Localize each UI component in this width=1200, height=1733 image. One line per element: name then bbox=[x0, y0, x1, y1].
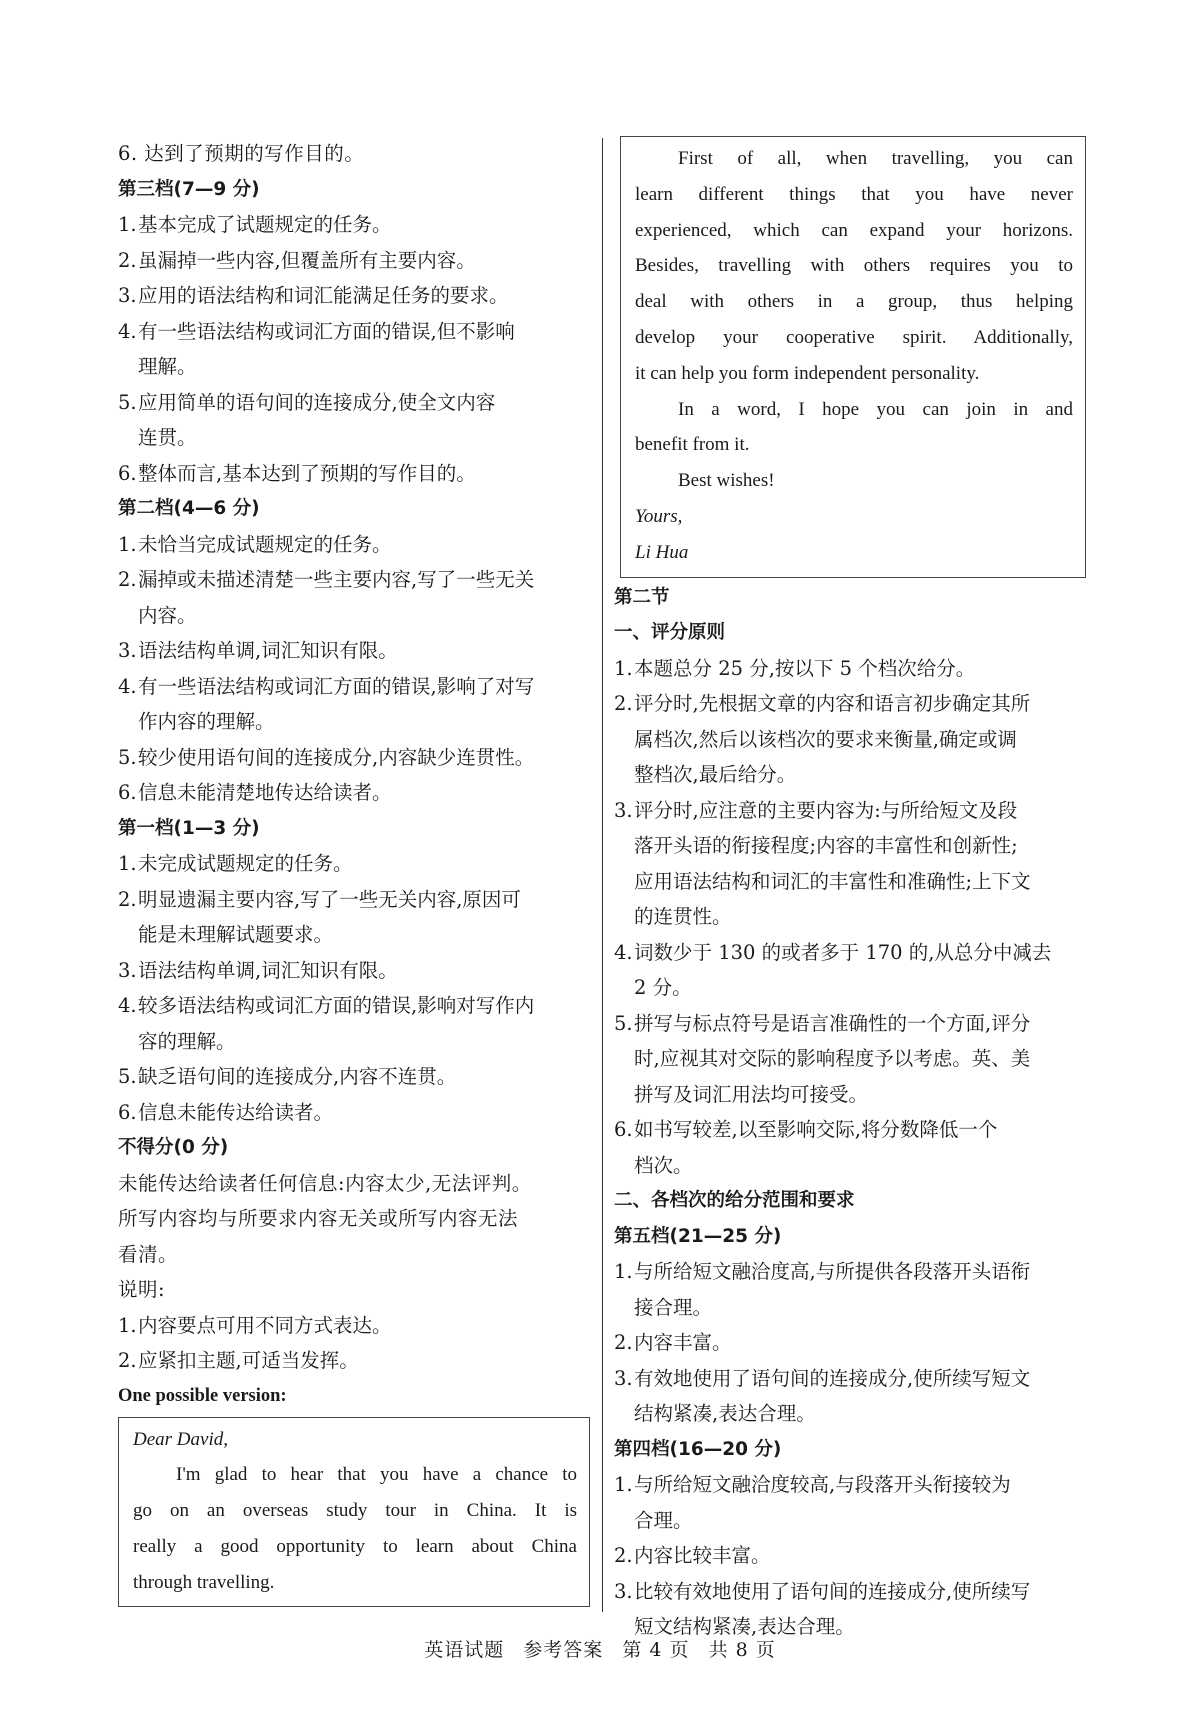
item-number: 6. bbox=[614, 1118, 633, 1142]
sample-letter-part2 bbox=[620, 136, 1086, 578]
letter-closing: Best wishes! bbox=[678, 470, 775, 492]
item-text: 比较有效地使用了语句间的连接成分,使所续写 bbox=[634, 1579, 1031, 1603]
paragraph-line: 看清。 bbox=[118, 1242, 179, 1266]
list-item bbox=[614, 935, 1086, 1006]
letter-line: develop your cooperative spirit. Additionally, bbox=[635, 326, 1073, 348]
left-column bbox=[118, 136, 590, 1607]
item-text: 语法结构单调,词汇知识有限。 bbox=[138, 639, 398, 662]
list-item bbox=[118, 953, 590, 989]
item-text: 内容要点可用不同方式表达。 bbox=[138, 1313, 392, 1337]
item-number: 6. bbox=[118, 461, 137, 485]
item-number: 2. bbox=[614, 1331, 633, 1355]
grade4-last-item: 6. 达到了预期的写作目的。 bbox=[118, 142, 365, 165]
item-text-continued: 时,应视其对交际的影响程度予以考虑。英、美 bbox=[634, 1047, 1031, 1071]
list-item bbox=[118, 1095, 590, 1131]
item-text: 应用简单的语句间的连接成分,使全文内容 bbox=[138, 390, 496, 414]
list-item bbox=[118, 882, 590, 953]
letter-line: through travelling. bbox=[133, 1571, 275, 1593]
notes-list bbox=[118, 1308, 590, 1379]
footer-kind: 参考答案 bbox=[523, 1639, 604, 1661]
list-item bbox=[118, 1308, 590, 1344]
item-text: 拼写与标点符号是语言准确性的一个方面,评分 bbox=[634, 1011, 1031, 1035]
item-text: 信息未能清楚地传达给读者。 bbox=[138, 781, 392, 804]
footer-page: 第 4 页 bbox=[622, 1639, 690, 1661]
item-number: 1. bbox=[118, 213, 137, 236]
grade0-paragraph bbox=[118, 1166, 590, 1273]
grade0-heading: 不得分(0 分) bbox=[118, 1137, 229, 1158]
list-item bbox=[118, 1343, 590, 1379]
item-number: 2. bbox=[614, 692, 633, 716]
list-item bbox=[118, 775, 590, 811]
notes-section bbox=[118, 1272, 590, 1379]
grade4-heading: 第四档(16—20 分) bbox=[614, 1438, 782, 1460]
item-text: 与所给短文融洽度较高,与段落开头衔接较为 bbox=[634, 1473, 1011, 1497]
grade5-section bbox=[614, 1219, 1086, 1432]
version-label: One possible version: bbox=[118, 1385, 287, 1406]
list-item bbox=[118, 243, 590, 279]
item-text: 如书写较差,以至影响交际,将分数降低一个 bbox=[634, 1118, 998, 1142]
item-text: 词数少于 130 的或者多于 170 的,从总分中减去 bbox=[634, 940, 1052, 964]
letter-line: learn different things that you have never bbox=[635, 183, 1073, 205]
grade5-list bbox=[614, 1254, 1086, 1432]
letter-line: go on an overseas study tour in China. It is bbox=[133, 1500, 577, 1522]
item-number: 6. bbox=[118, 781, 137, 804]
item-text-continued: 整档次,最后给分。 bbox=[634, 763, 797, 787]
item-text: 评分时,应注意的主要内容为:与所给短文及段 bbox=[634, 798, 1018, 822]
item-number: 1. bbox=[614, 1473, 633, 1497]
item-text: 有一些语法结构或词汇方面的错误,但不影响 bbox=[138, 319, 515, 343]
paragraph-line: 未能传达给读者任何信息:内容太少,无法评判。 bbox=[118, 1171, 532, 1195]
item-text: 语法结构单调,词汇知识有限。 bbox=[138, 958, 398, 982]
item-text-continued: 结构紧凑,表达合理。 bbox=[634, 1402, 816, 1426]
grade2-list bbox=[118, 527, 590, 811]
list-item bbox=[614, 1538, 1086, 1574]
item-number: 4. bbox=[614, 940, 633, 964]
item-text-continued: 理解。 bbox=[138, 355, 197, 378]
grade3-list bbox=[118, 207, 590, 491]
list-item bbox=[614, 686, 1086, 793]
item-text: 信息未能传达给读者。 bbox=[138, 1100, 334, 1124]
item-number: 2. bbox=[118, 887, 137, 911]
item-number: 6. bbox=[118, 1100, 137, 1124]
paragraph-line: 所写内容均与所要求内容无关或所写内容无法 bbox=[118, 1207, 519, 1230]
letter-line: it can help you form independent personality. bbox=[635, 362, 980, 384]
item-number: 3. bbox=[614, 798, 633, 822]
item-number: 5. bbox=[118, 1065, 137, 1088]
grade2-section bbox=[118, 491, 590, 811]
list-item bbox=[118, 1059, 590, 1095]
list-item bbox=[118, 669, 590, 740]
letter-line: Besides, travelling with others requires you to bbox=[635, 255, 1073, 277]
sample-letter-part1 bbox=[118, 1417, 590, 1608]
item-text: 虽漏掉一些内容,但覆盖所有主要内容。 bbox=[138, 248, 476, 272]
list-item bbox=[118, 314, 590, 385]
list-item bbox=[118, 385, 590, 456]
letter-salutation: Dear David, bbox=[133, 1428, 228, 1450]
item-text: 内容比较丰富。 bbox=[634, 1544, 771, 1568]
item-number: 4. bbox=[118, 319, 137, 343]
grade1-list bbox=[118, 846, 590, 1130]
grade3-heading: 第三档(7—9 分) bbox=[118, 178, 260, 200]
list-item bbox=[118, 278, 590, 314]
right-column bbox=[614, 128, 1086, 1645]
item-text: 明显遗漏主要内容,写了一些无关内容,原因可 bbox=[138, 887, 521, 911]
item-text: 缺乏语句间的连接成分,内容不连贯。 bbox=[138, 1065, 457, 1088]
grade2-heading: 第二档(4—6 分) bbox=[118, 498, 260, 519]
notes-heading: 说明: bbox=[118, 1278, 166, 1301]
list-item bbox=[614, 1467, 1086, 1538]
item-number: 2. bbox=[118, 248, 137, 272]
item-text: 本题总分 25 分,按以下 5 个档次给分。 bbox=[634, 656, 976, 680]
letter-line: experienced, which can expand your horizons. bbox=[635, 219, 1073, 241]
page-footer bbox=[0, 1635, 1200, 1662]
item-number: 3. bbox=[118, 958, 137, 982]
item-text-continued: 内容。 bbox=[138, 603, 197, 627]
item-number: 3. bbox=[614, 1579, 633, 1603]
list-item bbox=[614, 1006, 1086, 1113]
item-text-continued: 短文结构紧凑,表达合理。 bbox=[634, 1615, 855, 1639]
letter-line: benefit from it. bbox=[635, 434, 750, 456]
item-text: 内容丰富。 bbox=[634, 1331, 732, 1355]
item-number: 5. bbox=[118, 745, 137, 769]
item-number: 4. bbox=[118, 674, 137, 698]
list-item bbox=[118, 527, 590, 563]
letter-line: In a word, I hope you can join in and bbox=[678, 398, 1073, 420]
item-text-continued: 连贯。 bbox=[138, 426, 197, 449]
item-number: 1. bbox=[118, 532, 137, 556]
item-number: 4. bbox=[118, 994, 137, 1017]
item-text: 有一些语法结构或词汇方面的错误,影响了对写 bbox=[138, 674, 535, 698]
letter-line: deal with others in a group, thus helping bbox=[635, 291, 1073, 313]
item-number: 5. bbox=[614, 1011, 633, 1035]
range-heading: 二、各档次的给分范围和要求 bbox=[614, 1190, 855, 1212]
item-number: 2. bbox=[118, 568, 137, 591]
item-number: 2. bbox=[118, 1349, 137, 1372]
item-text-continued: 容的理解。 bbox=[138, 1029, 236, 1053]
list-item bbox=[614, 1574, 1086, 1645]
letter-signature: Li Hua bbox=[635, 541, 689, 563]
item-text-continued: 档次。 bbox=[634, 1153, 693, 1177]
item-text: 较多语法结构或词汇方面的错误,影响对写作内 bbox=[138, 994, 535, 1017]
item-text-continued: 接合理。 bbox=[634, 1295, 713, 1319]
list-item bbox=[118, 740, 590, 776]
footer-total: 共 8 页 bbox=[708, 1639, 776, 1661]
item-text: 与所给短文融洽度高,与所提供各段落开头语衔 bbox=[634, 1260, 1031, 1284]
grade1-section bbox=[118, 811, 590, 1131]
item-text-continued: 合理。 bbox=[634, 1508, 693, 1532]
item-text-continued: 2 分。 bbox=[634, 976, 692, 1000]
principles-list bbox=[614, 651, 1086, 1184]
grade5-heading: 第五档(21—25 分) bbox=[614, 1225, 782, 1247]
item-text: 未恰当完成试题规定的任务。 bbox=[138, 532, 392, 556]
item-text-continued: 能是未理解试题要求。 bbox=[138, 923, 334, 946]
letter-line: really a good opportunity to learn about China bbox=[133, 1535, 577, 1557]
item-text-continued: 拼写及词汇用法均可接受。 bbox=[634, 1082, 869, 1106]
item-text: 漏掉或未描述清楚一些主要内容,写了一些无关 bbox=[138, 568, 535, 591]
letter-line: First of all, when travelling, you can bbox=[678, 148, 1073, 169]
grade3-section bbox=[118, 172, 590, 492]
list-item bbox=[118, 988, 590, 1059]
item-number: 3. bbox=[118, 639, 137, 662]
item-text: 较少使用语句间的连接成分,内容缺少连贯性。 bbox=[138, 745, 535, 769]
list-item bbox=[614, 651, 1086, 687]
item-number: 1. bbox=[614, 656, 633, 680]
footer-subject: 英语试题 bbox=[424, 1639, 505, 1661]
grade4-section bbox=[614, 1432, 1086, 1645]
grade4-list bbox=[614, 1467, 1086, 1645]
list-item bbox=[118, 456, 590, 492]
item-text: 应用的语法结构和词汇能满足任务的要求。 bbox=[138, 284, 509, 307]
item-number: 2. bbox=[614, 1544, 633, 1568]
item-text: 整体而言,基本达到了预期的写作目的。 bbox=[138, 461, 476, 485]
item-text: 有效地使用了语句间的连接成分,使所续写短文 bbox=[634, 1366, 1031, 1390]
item-text: 评分时,先根据文章的内容和语言初步确定其所 bbox=[634, 692, 1031, 716]
item-text-continued: 落开头语的衔接程度;内容的丰富性和创新性; bbox=[634, 834, 1018, 858]
item-text: 应紧扣主题,可适当发挥。 bbox=[138, 1349, 359, 1372]
item-text-continued: 应用语法结构和词汇的丰富性和准确性;上下文 bbox=[634, 869, 1031, 893]
list-item bbox=[614, 1112, 1086, 1183]
list-item bbox=[118, 633, 590, 669]
item-number: 5. bbox=[118, 390, 137, 414]
item-text-continued: 作内容的理解。 bbox=[138, 710, 275, 733]
list-item bbox=[118, 846, 590, 882]
grade1-heading: 第一档(1—3 分) bbox=[118, 817, 260, 839]
column-divider bbox=[602, 138, 603, 1612]
grade0-section bbox=[118, 1130, 590, 1272]
item-number: 1. bbox=[118, 1313, 137, 1337]
item-number: 3. bbox=[118, 284, 137, 307]
item-number: 1. bbox=[614, 1260, 633, 1284]
list-item bbox=[614, 1325, 1086, 1361]
section2-heading: 第二节 bbox=[614, 586, 670, 608]
list-item bbox=[118, 207, 590, 243]
list-item bbox=[118, 562, 590, 633]
list-item bbox=[614, 1254, 1086, 1325]
list-item bbox=[614, 793, 1086, 935]
item-number: 3. bbox=[614, 1366, 633, 1390]
item-text-continued: 属档次,然后以该档次的要求来衡量,确定或调 bbox=[634, 727, 1017, 751]
item-text-continued: 的连贯性。 bbox=[634, 905, 732, 929]
letter-yours: Yours, bbox=[635, 505, 683, 527]
list-item bbox=[614, 1361, 1086, 1432]
item-number: 1. bbox=[118, 852, 137, 875]
principles-heading: 一、评分原则 bbox=[614, 622, 726, 644]
letter-line: I'm glad to hear that you have a chance to bbox=[176, 1464, 577, 1486]
item-text: 基本完成了试题规定的任务。 bbox=[138, 213, 392, 236]
item-text: 未完成试题规定的任务。 bbox=[138, 852, 353, 875]
